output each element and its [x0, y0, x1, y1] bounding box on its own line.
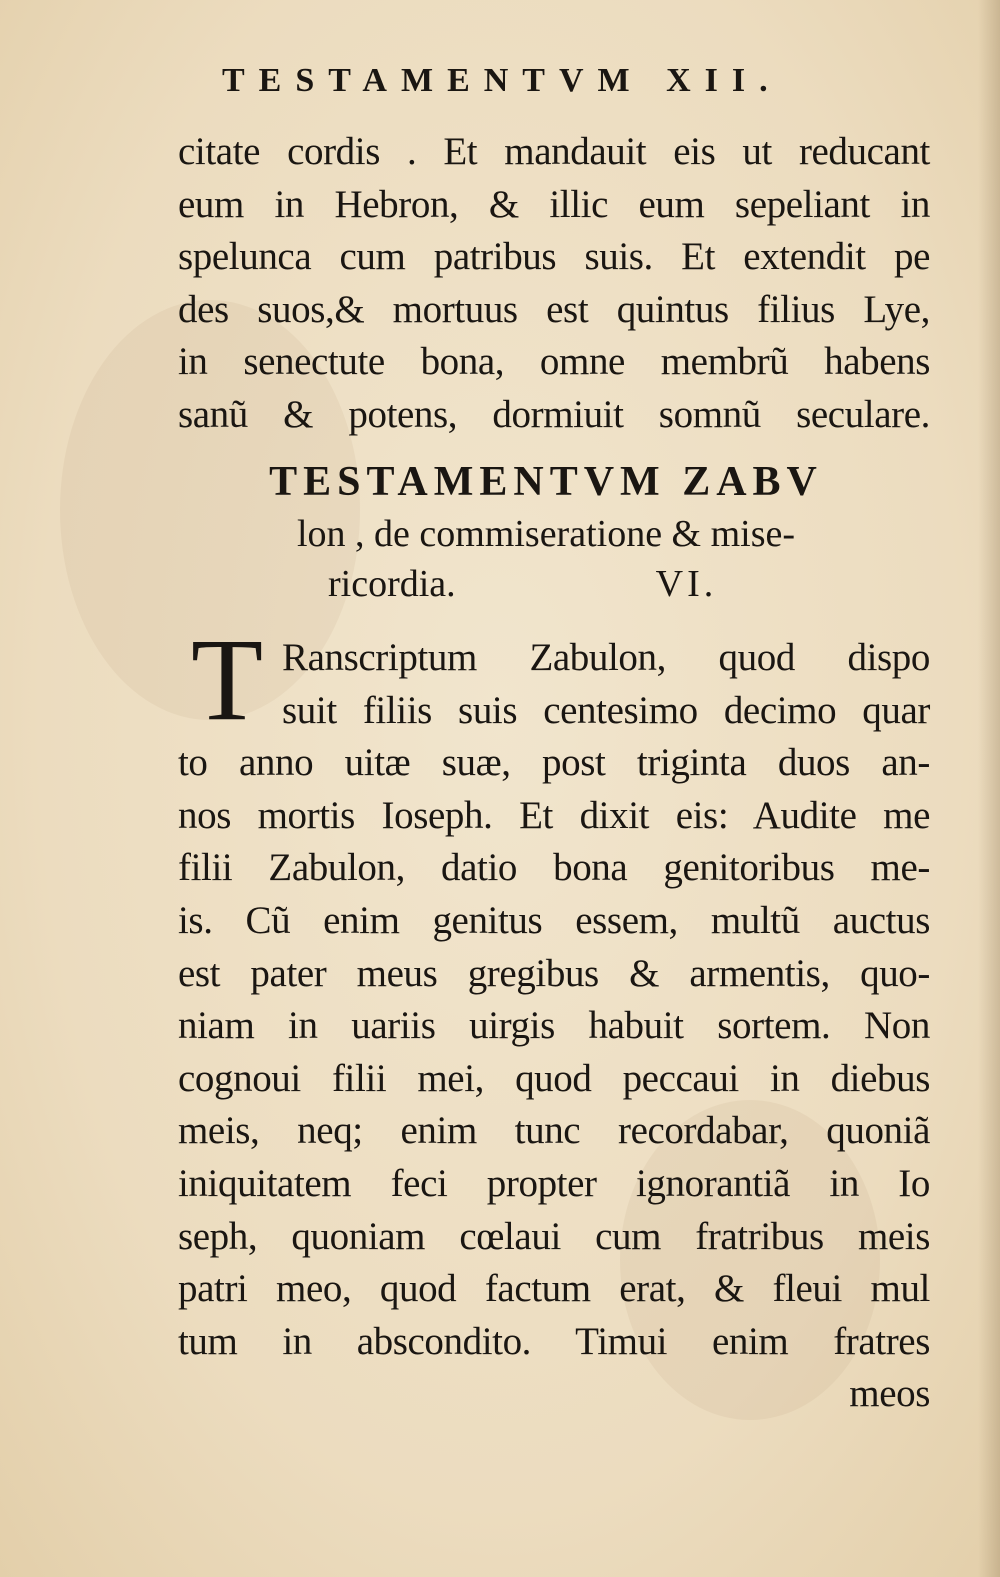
text-line: Ranscriptum Zabulon, quod dispo — [282, 636, 930, 679]
body-paragraph — [178, 632, 930, 1421]
text-line: des suos,& mortuus est quintus filius Lye, — [178, 287, 930, 331]
drop-initial: T — [190, 614, 264, 745]
text-line: tum in abscondito. Timui enim fratres — [178, 1319, 930, 1363]
text-line: patri meo, quod factum erat, & fleui mul — [178, 1267, 930, 1311]
text-line: eum in Hebron, & illic eum sepeliant in — [178, 182, 930, 226]
heading-subtitle-end — [176, 559, 916, 609]
text-line: filii Zabulon, datio bona genitoribus me- — [178, 846, 930, 890]
text-line: nos mortis Ioseph. Et dixit eis: Audite me — [178, 793, 930, 837]
text-line: seph, quoniam cœlaui cum fratribus meis — [178, 1214, 930, 1258]
text-line: is. Cũ enim genitus essem, multũ auctus — [178, 898, 930, 942]
heading-subtitle: lon , de commiseratione & mise- — [296, 513, 796, 555]
page-edge-shadow — [978, 0, 1000, 1577]
text-line: iniquitatem feci propter ignorantiã in Io — [178, 1161, 930, 1205]
text-line: sanũ & potens, dormiuit somnũ seculare. — [178, 392, 930, 436]
text-line: spelunca cum patribus suis. Et extendit pe — [178, 235, 930, 279]
text-line: est pater meus gregibus & armentis, quo- — [178, 951, 930, 995]
running-head: TESTAMENTVM XII. — [222, 62, 782, 99]
text-line: niam in uariis uirgis habuit sortem. Non — [178, 1004, 930, 1048]
section-heading — [176, 455, 916, 609]
text-line: to anno uitæ suæ, post triginta duos an- — [178, 741, 930, 785]
text-line: in senectute bona, omne membrũ habens — [178, 340, 930, 384]
chapter-number: VI. — [655, 563, 718, 605]
top-paragraph — [178, 126, 930, 442]
heading-subtitle-tail: ricordia. — [328, 563, 456, 605]
catchword: meos — [849, 1372, 930, 1416]
text-line: suit filiis suis centesimo decimo quar — [282, 688, 930, 732]
text-line: citate cordis . Et mandauit eis ut reducant — [178, 130, 930, 173]
text-line: cognoui filii mei, quod peccaui in diebus — [178, 1056, 930, 1100]
text-line: meis, neq; enim tunc recordabar, quoniã — [178, 1109, 930, 1153]
heading-title: TESTAMENTVM ZABV — [269, 459, 823, 505]
